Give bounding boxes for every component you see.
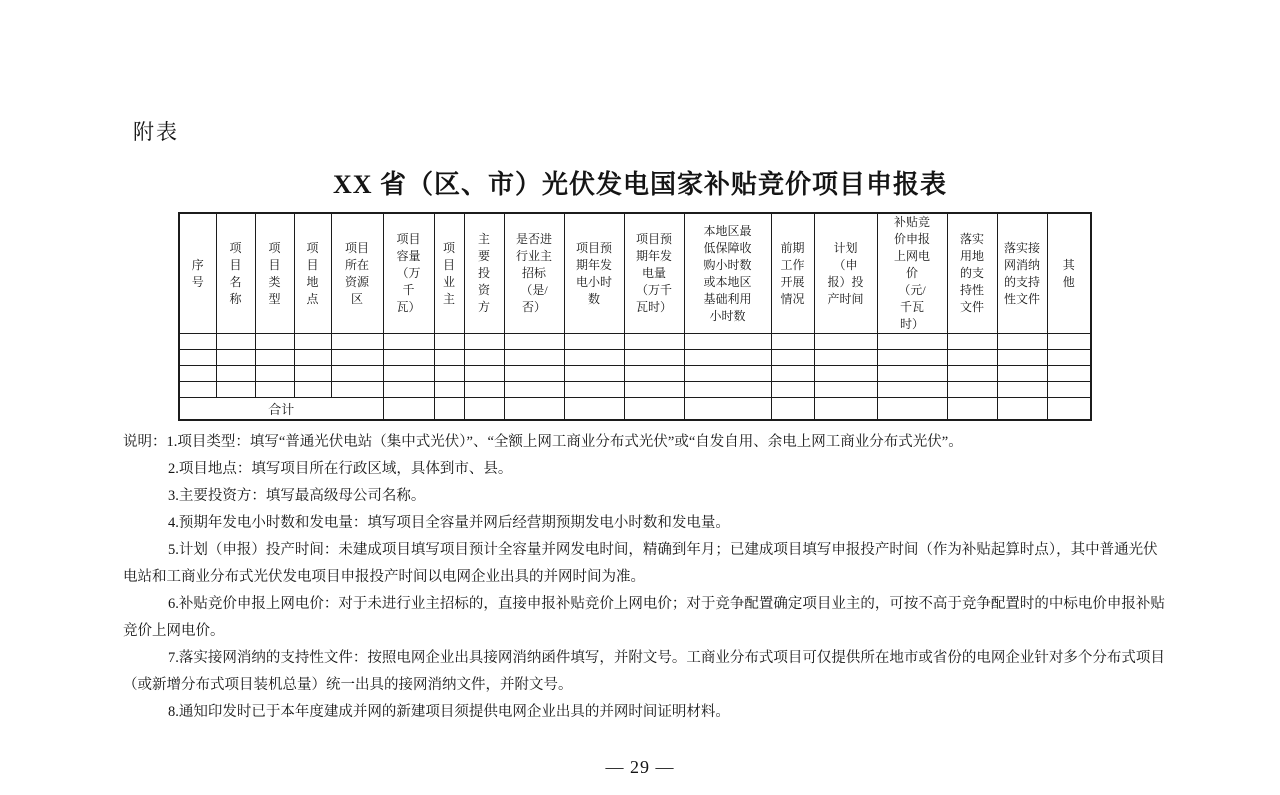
table-empty-cell xyxy=(216,366,255,382)
header-planned-production-time xyxy=(814,213,877,334)
total-empty-cell xyxy=(814,398,877,421)
note-line: （或新增分布式项目装机总量）统一出具的接网消纳文件，并附文号。 xyxy=(123,677,573,693)
note-line: 说明：1.项目类型：填写“普通光伏电站（集中式光伏）”、“全额上网工商业分布式光伏”或“自发自用、余电上网工商业分布式光伏”。 xyxy=(123,434,963,450)
table-empty-cell xyxy=(504,350,564,366)
note-line: 4.预期年发电小时数和发电量：填写项目全容量并网后经营期预期发电小时数和发电量。 xyxy=(168,515,730,531)
header-label: 项目类型 xyxy=(268,240,281,306)
header-label: 项目容量（万千瓦） xyxy=(396,232,421,314)
table-empty-row xyxy=(179,334,1091,350)
header-label: 项目业主 xyxy=(443,240,456,306)
table-empty-cell xyxy=(504,382,564,398)
table-empty-cell xyxy=(255,382,294,398)
table-empty-cell xyxy=(684,334,771,350)
header-project-capacity xyxy=(383,213,434,334)
table-empty-cell xyxy=(771,366,814,382)
table-empty-cell xyxy=(255,366,294,382)
application-table xyxy=(178,212,1092,421)
table-empty-cell xyxy=(814,350,877,366)
total-label-cell: 合计 xyxy=(179,398,383,421)
table-empty-cell xyxy=(331,382,383,398)
header-label: 落实接网消纳的支持性文件 xyxy=(1004,240,1041,306)
table-empty-cell xyxy=(947,350,997,366)
total-empty-cell xyxy=(434,398,464,421)
header-serial-number xyxy=(179,213,216,334)
header-label: 补贴竞价申报上网电价（元/千瓦时） xyxy=(894,215,931,331)
header-label: 项目名称 xyxy=(229,240,242,306)
table-empty-cell xyxy=(564,334,624,350)
header-project-name xyxy=(216,213,255,334)
table-empty-cell xyxy=(877,350,947,366)
table-empty-cell xyxy=(877,366,947,382)
table-footer xyxy=(179,398,1091,421)
table-empty-cell xyxy=(947,366,997,382)
notes-section xyxy=(123,429,1208,726)
table-empty-cell xyxy=(624,382,684,398)
header-grid-connection-documents xyxy=(997,213,1047,334)
header-label: 项目预期年发电小时数 xyxy=(576,240,613,306)
table-empty-cell xyxy=(504,334,564,350)
table-empty-cell xyxy=(464,382,504,398)
header-label: 前期工作开展情况 xyxy=(780,240,805,306)
table-empty-cell xyxy=(877,334,947,350)
table-empty-cell xyxy=(383,334,434,350)
table-empty-cell xyxy=(684,350,771,366)
header-label: 项目预期年发电量（万千瓦时） xyxy=(636,232,673,314)
table-empty-cell xyxy=(684,382,771,398)
table-empty-cell xyxy=(814,334,877,350)
table-empty-cell xyxy=(294,350,331,366)
table-empty-cell xyxy=(179,366,216,382)
header-main-investor xyxy=(464,213,504,334)
total-empty-cell xyxy=(947,398,997,421)
appendix-label: 附表 xyxy=(133,120,179,144)
table-empty-cell xyxy=(179,334,216,350)
table-empty-cell xyxy=(331,334,383,350)
table-empty-cell xyxy=(255,350,294,366)
table-empty-cell xyxy=(684,366,771,382)
note-line: 电站和工商业分布式光伏发电项目申报投产时间以电网企业出具的并网时间为准。 xyxy=(123,569,645,585)
table-empty-cell xyxy=(997,350,1047,366)
header-bid-price xyxy=(877,213,947,334)
note-line: 3.主要投资方：填写最高级母公司名称。 xyxy=(168,488,426,504)
table-empty-cell xyxy=(564,382,624,398)
note-line: 5.计划（申报）投产时间：未建成项目填写项目预计全容量并网发电时间，精确到年月；已建成项目填写申报投产时间（作为补贴起算时点），其中普通光伏 xyxy=(168,542,1158,558)
table-total-row xyxy=(179,398,1091,421)
note-line: 6.补贴竞价申报上网电价：对于未进行业主招标的，直接申报补贴竞价上网电价；对于竞争配置确定项目业主的，可按不高于竞争配置时的中标电价申报补贴 xyxy=(168,596,1165,612)
table-empty-cell xyxy=(504,366,564,382)
table-empty-cell xyxy=(294,382,331,398)
note-line: 7.落实接网消纳的支持性文件：按照电网企业出具接网消纳函件填写，并附文号。工商业分布式项目可仅提供所在地市或省份的电网企业针对多个分布式项目 xyxy=(168,650,1165,666)
table-empty-row xyxy=(179,366,1091,382)
table-empty-cell xyxy=(434,334,464,350)
table-empty-cell xyxy=(771,334,814,350)
table-empty-cell xyxy=(255,334,294,350)
table-empty-cell xyxy=(814,366,877,382)
header-project-owner xyxy=(434,213,464,334)
table-empty-cell xyxy=(1047,334,1091,350)
table-empty-cell xyxy=(624,350,684,366)
table-empty-cell xyxy=(564,350,624,366)
table-empty-cell xyxy=(1047,366,1091,382)
header-resource-zone xyxy=(331,213,383,334)
table-empty-cell xyxy=(771,382,814,398)
table-empty-cell xyxy=(294,334,331,350)
header-label: 项目地点 xyxy=(306,240,319,306)
table-empty-cell xyxy=(877,382,947,398)
total-empty-cell xyxy=(383,398,434,421)
table-empty-cell xyxy=(383,382,434,398)
table-empty-cell xyxy=(1047,350,1091,366)
table-empty-cell xyxy=(1047,382,1091,398)
note-line: 8.通知印发时已于本年度建成并网的新建项目须提供电网企业出具的并网时间证明材料。 xyxy=(168,704,730,720)
table-empty-row xyxy=(179,350,1091,366)
table-empty-cell xyxy=(624,334,684,350)
page-title: XX 省（区、市）光伏发电国家补贴竞价项目申报表 xyxy=(332,170,948,199)
table-empty-cell xyxy=(997,382,1047,398)
total-empty-cell xyxy=(624,398,684,421)
header-label: 本地区最低保障收购小时数或本地区基础利用小时数 xyxy=(703,223,752,323)
table-empty-cell xyxy=(179,382,216,398)
table-empty-cell xyxy=(383,350,434,366)
header-project-type xyxy=(255,213,294,334)
header-preliminary-work xyxy=(771,213,814,334)
table-empty-cell xyxy=(331,350,383,366)
header-other xyxy=(1047,213,1091,334)
table-empty-cell xyxy=(947,382,997,398)
header-label: 项目所在资源区 xyxy=(345,240,370,306)
table-empty-cell xyxy=(997,334,1047,350)
table-empty-cell xyxy=(464,350,504,366)
total-empty-cell xyxy=(504,398,564,421)
note-line: 竞价上网电价。 xyxy=(123,623,225,639)
table-empty-cell xyxy=(464,334,504,350)
table-empty-cell xyxy=(434,350,464,366)
header-min-guaranteed-hours xyxy=(684,213,771,334)
table-empty-row xyxy=(179,382,1091,398)
header-label: 序号 xyxy=(191,257,204,289)
table-empty-cell xyxy=(771,350,814,366)
table-body-empty xyxy=(179,334,1091,398)
header-expected-annual-hours xyxy=(564,213,624,334)
total-empty-cell xyxy=(997,398,1047,421)
table-header-row xyxy=(179,213,1091,334)
table-empty-cell xyxy=(216,334,255,350)
table-empty-cell xyxy=(464,366,504,382)
table-header xyxy=(179,213,1091,334)
table-empty-cell xyxy=(179,350,216,366)
table-empty-cell xyxy=(216,350,255,366)
table-empty-cell xyxy=(814,382,877,398)
header-label: 是否进行业主招标（是/否） xyxy=(516,232,553,314)
table-empty-cell xyxy=(624,366,684,382)
table-empty-cell xyxy=(997,366,1047,382)
page-number: — 29 — xyxy=(605,757,675,777)
header-owner-bidding xyxy=(504,213,564,334)
header-label: 其他 xyxy=(1062,257,1075,289)
table-empty-cell xyxy=(216,382,255,398)
table-empty-cell xyxy=(294,366,331,382)
total-empty-cell xyxy=(684,398,771,421)
total-empty-cell xyxy=(877,398,947,421)
total-empty-cell xyxy=(771,398,814,421)
header-land-use-documents xyxy=(947,213,997,334)
total-empty-cell xyxy=(564,398,624,421)
note-line: 2.项目地点：填写项目所在行政区域，具体到市、县。 xyxy=(168,461,513,477)
table-empty-cell xyxy=(564,366,624,382)
table-empty-cell xyxy=(383,366,434,382)
total-empty-cell xyxy=(464,398,504,421)
header-label: 计划（申报）投产时间 xyxy=(827,240,864,306)
table-empty-cell xyxy=(947,334,997,350)
header-label: 落实用地的支持性文件 xyxy=(960,232,985,314)
header-expected-annual-generation xyxy=(624,213,684,334)
table-empty-cell xyxy=(331,366,383,382)
header-project-location xyxy=(294,213,331,334)
table-empty-cell xyxy=(434,382,464,398)
total-empty-cell xyxy=(1047,398,1091,421)
table-empty-cell xyxy=(434,366,464,382)
header-label: 主要投资方 xyxy=(478,232,491,314)
